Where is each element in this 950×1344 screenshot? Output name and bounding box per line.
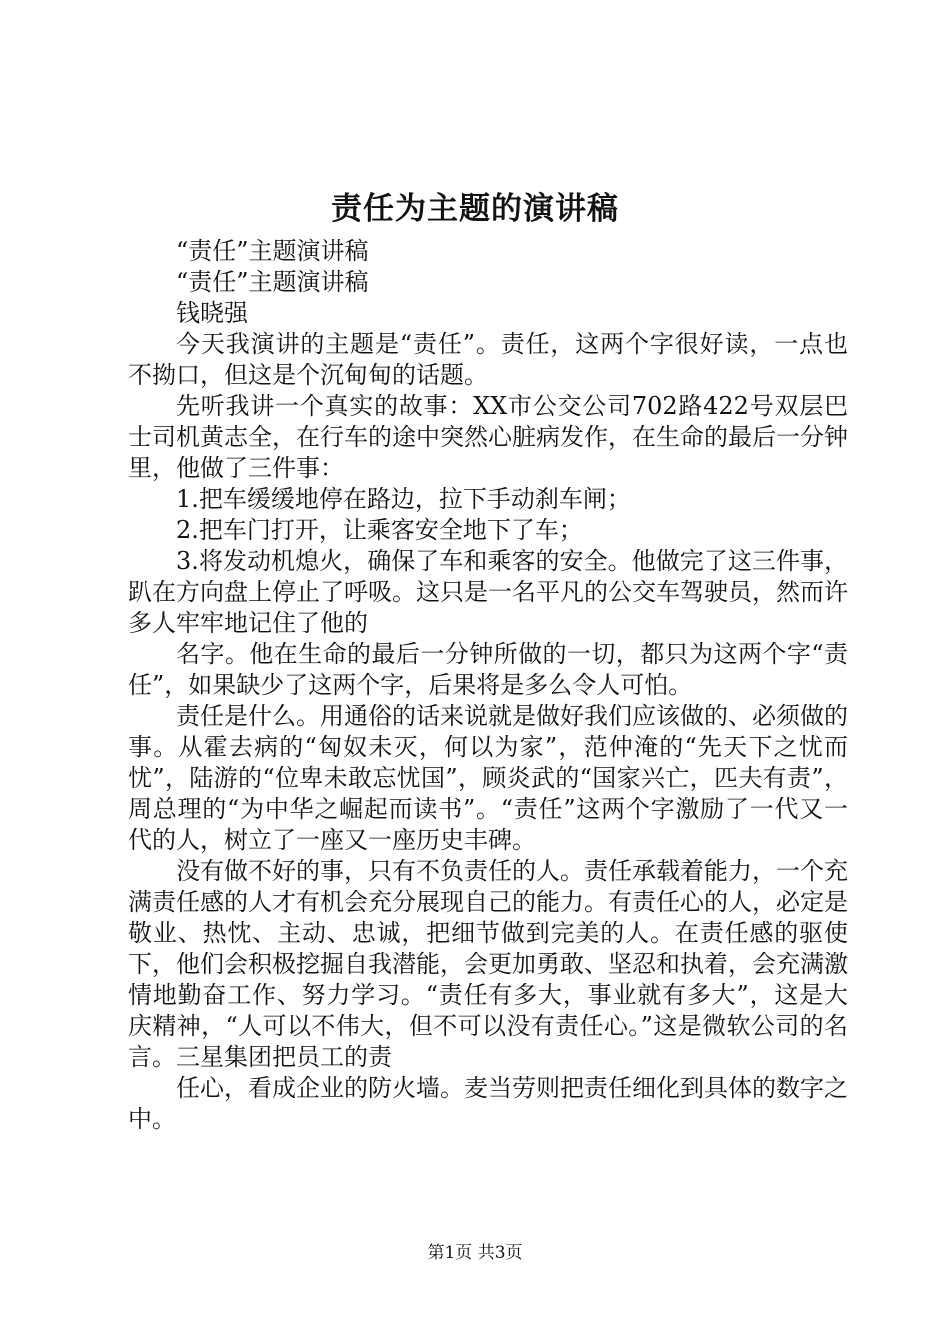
paragraph-subtitle-1: “责任”主题演讲稿	[176, 237, 369, 265]
paragraph-author: 钱晓强	[176, 299, 248, 327]
paragraph: 名字。他在生命的最后一分钟所做的一切，都只为这两个字“责任”，如果缺少了这两个字，后果将是多么令人可怕。	[128, 640, 848, 699]
paragraph: 先听我讲一个真实的故事：XX市公交公司702路422号双层巴士司机黄志全，在行车的途中突然心脏病发作，在生命的最后一分钟里，他做了三件事：	[128, 392, 848, 482]
paragraph: 责任是什么。用通俗的话来说就是做好我们应该做的、必须做的事。从霍去病的“匈奴未灭，何以为家”，范仲淹的“先天下之忧而忧”，陆游的“位卑未敢忘忧国”，顾炎武的“国家兴亡，匹夫有责”，周总理的“为中华之崛起而读书”。“责任”这两个字激励了一代又一代的人，树立了一座又一座历史丰碑。	[128, 702, 848, 854]
document-title: 责任为主题的演讲稿	[331, 191, 619, 227]
list-item-3: 3.将发动机熄火，确保了车和乘客的安全。他做完了这三件事，趴在方向盘上停止了呼吸。这只是一名平凡的公交车驾驶员，然而许多人牢牢地记住了他的	[128, 547, 848, 637]
document-body	[128, 236, 848, 1135]
list-item-1: 1.把车缓缓地停在路边，拉下手动刹车闸；	[176, 485, 631, 513]
paragraph: 任心，看成企业的防火墙。麦当劳则把责任细化到具体的数字之中。	[128, 1074, 848, 1133]
paragraph: 没有做不好的事，只有不负责任的人。责任承载着能力，一个充满责任感的人才有机会充分展现自己的能力。有责任心的人，必定是敬业、热忱、主动、忠诚，把细节做到完美的人。在责任感的驱使下，他们会积极挖掘自我潜能，会更加勇敢、坚忍和执着，会充满激情地勤奋工作、努力学习。“责任有多大，事业就有多大”，这是大庆精神，“人可以不伟大，但不可以没有责任心。”这是微软公司的名言。三星集团把员工的责	[128, 857, 848, 1071]
paragraph: 今天我演讲的主题是“责任”。责任，这两个字很好读，一点也不拗口，但这是个沉甸甸的话题。	[128, 330, 848, 389]
page-footer: 第1页 共3页	[427, 1243, 523, 1263]
paragraph-subtitle-2: “责任”主题演讲稿	[176, 268, 369, 296]
list-item-2: 2.把车门打开，让乘客安全地下了车；	[176, 516, 583, 544]
